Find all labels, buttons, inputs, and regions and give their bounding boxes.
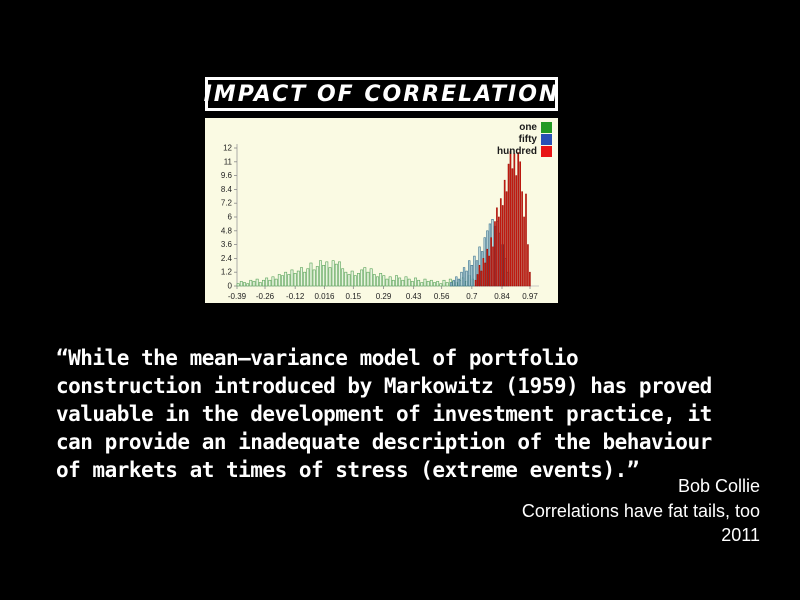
bar-one xyxy=(323,265,325,286)
x-tick-label: 0.7 xyxy=(466,292,478,301)
y-tick-label: 12 xyxy=(223,143,232,153)
bar-one xyxy=(405,277,407,286)
bar-fifty xyxy=(466,271,468,286)
bar-hundred xyxy=(524,217,525,286)
bar-one xyxy=(272,277,274,286)
bar-one xyxy=(383,276,385,286)
correlation-histogram-chart xyxy=(205,118,558,303)
bar-hundred xyxy=(512,169,513,286)
x-tick-label: 0.29 xyxy=(375,292,392,301)
x-tick-label: -0.39 xyxy=(227,292,247,301)
bar-hundred xyxy=(498,217,499,286)
bar-one xyxy=(430,280,432,286)
bar-fifty xyxy=(455,277,457,286)
bar-one xyxy=(332,261,334,286)
bar-hundred xyxy=(508,164,509,286)
bar-one xyxy=(297,271,299,286)
bar-one xyxy=(247,284,249,286)
bar-one xyxy=(313,270,315,286)
bar-one xyxy=(370,269,372,286)
bar-one xyxy=(310,263,312,286)
slide-title-box xyxy=(205,77,558,111)
bar-hundred xyxy=(481,271,482,286)
quote-text xyxy=(56,344,766,484)
legend-row-one xyxy=(497,121,552,133)
bar-one xyxy=(411,281,413,286)
quote-line: construction introduced by Markowitz (1959) has proved xyxy=(56,374,712,398)
bar-hundred xyxy=(510,151,511,286)
bar-one xyxy=(240,281,242,286)
bar-hundred xyxy=(494,222,495,286)
bar-hundred xyxy=(496,208,497,286)
x-tick-label: 0.84 xyxy=(494,292,510,301)
bar-one xyxy=(304,272,306,286)
bar-one xyxy=(294,273,296,286)
bar-one xyxy=(329,268,331,286)
y-tick-label: 8.4 xyxy=(220,184,232,194)
bar-one xyxy=(253,281,255,286)
legend-swatch-one-icon xyxy=(541,122,552,133)
bar-one xyxy=(262,280,264,286)
y-tick-label: 7.2 xyxy=(220,198,232,208)
legend-label-one: one xyxy=(519,121,537,133)
bar-hundred xyxy=(483,258,484,286)
chart-legend xyxy=(497,121,552,157)
bar-hundred xyxy=(489,256,490,286)
legend-row-fifty xyxy=(497,133,552,145)
attribution-block xyxy=(522,474,760,548)
bar-one xyxy=(364,268,366,286)
bar-hundred xyxy=(479,265,480,286)
bar-fifty xyxy=(453,280,455,286)
y-tick-label: 2.4 xyxy=(220,253,232,263)
bar-fifty xyxy=(471,265,473,286)
quote-line: can provide an inadequate description of the behaviour xyxy=(56,430,712,454)
bar-one xyxy=(259,283,261,286)
bar-one xyxy=(392,280,394,286)
bar-one xyxy=(288,275,290,287)
quote-line: of markets at times of stress (extreme events).” xyxy=(56,458,639,482)
x-tick-label: 0.15 xyxy=(345,292,362,301)
y-tick-label: 1.2 xyxy=(220,267,232,277)
bar-one xyxy=(418,280,420,286)
bar-one xyxy=(440,284,442,286)
bar-hundred xyxy=(529,272,530,286)
attribution-year: 2011 xyxy=(721,525,760,545)
bar-one xyxy=(389,277,391,286)
bar-hundred xyxy=(491,238,492,286)
y-tick-label: 6 xyxy=(227,212,232,222)
bar-one xyxy=(307,269,309,286)
bar-one xyxy=(414,278,416,286)
bar-one xyxy=(437,281,439,286)
bar-one xyxy=(367,272,369,286)
bar-one xyxy=(357,273,359,286)
attribution-author: Bob Collie xyxy=(677,476,760,496)
bar-one xyxy=(345,272,347,286)
slide-title: IMPACT OF CORRELATION xyxy=(203,81,560,107)
bar-one xyxy=(427,281,429,286)
bar-hundred xyxy=(475,280,476,286)
x-tick-label: -0.12 xyxy=(286,292,305,301)
bar-one xyxy=(424,279,426,286)
bar-one xyxy=(386,279,388,286)
bar-one xyxy=(342,269,344,286)
bar-one xyxy=(269,280,271,286)
y-tick-label: 11 xyxy=(223,157,232,167)
bar-hundred xyxy=(522,192,523,286)
bar-one xyxy=(443,280,445,286)
bar-one xyxy=(266,278,268,286)
quote-line: valuable in the development of investment practice, it xyxy=(56,402,712,426)
bar-hundred xyxy=(487,249,488,286)
y-tick-label: 9.6 xyxy=(220,171,232,181)
legend-row-hundred xyxy=(497,145,552,157)
bar-one xyxy=(408,279,410,286)
bar-fifty xyxy=(468,261,470,286)
x-tick-label: 0.97 xyxy=(522,292,538,301)
legend-swatch-fifty-icon xyxy=(541,134,552,145)
bar-one xyxy=(446,283,448,286)
bar-hundred xyxy=(518,153,519,286)
bar-one xyxy=(250,280,252,286)
x-tick-label: 0.016 xyxy=(314,292,335,301)
y-tick-label: 0 xyxy=(227,281,232,291)
bar-one xyxy=(395,276,397,286)
bar-one xyxy=(326,262,328,286)
bar-one xyxy=(237,284,239,286)
legend-label-hundred: hundred xyxy=(497,145,537,157)
bar-hundred xyxy=(493,247,494,286)
bar-one xyxy=(433,283,435,286)
bar-one xyxy=(399,278,401,286)
bar-hundred xyxy=(525,194,526,286)
bar-one xyxy=(319,261,321,286)
bar-one xyxy=(291,270,293,286)
bar-one xyxy=(335,264,337,286)
bar-one xyxy=(300,268,302,286)
bar-one xyxy=(285,272,287,286)
x-tick-label: 0.43 xyxy=(405,292,422,301)
quote-line: “While the mean–variance model of portfolio xyxy=(56,346,579,370)
bar-one xyxy=(348,275,350,287)
bar-one xyxy=(421,283,423,286)
bar-one xyxy=(351,271,353,286)
legend-label-fifty: fifty xyxy=(518,133,537,145)
bar-one xyxy=(275,279,277,286)
bar-hundred xyxy=(506,192,507,286)
bar-hundred xyxy=(485,263,486,286)
bar-fifty xyxy=(458,279,460,286)
bar-one xyxy=(243,283,245,286)
bar-one xyxy=(373,275,375,287)
legend-swatch-hundred-icon xyxy=(541,146,552,157)
bar-one xyxy=(402,280,404,286)
bar-one xyxy=(361,270,363,286)
bar-hundred xyxy=(502,206,503,287)
bar-fifty xyxy=(463,268,465,286)
x-tick-label: 0.56 xyxy=(433,292,450,301)
bar-hundred xyxy=(477,275,478,287)
y-tick-label: 3.6 xyxy=(220,240,232,250)
bar-one xyxy=(354,276,356,286)
y-tick-label: 4.8 xyxy=(220,226,232,236)
bar-hundred xyxy=(504,180,505,286)
bar-hundred xyxy=(500,199,501,286)
bar-hundred xyxy=(520,162,521,286)
bar-one xyxy=(278,275,280,287)
bar-one xyxy=(316,266,318,286)
x-tick-label: -0.26 xyxy=(255,292,275,301)
bar-hundred xyxy=(527,245,528,286)
bar-fifty xyxy=(450,283,452,286)
bar-hundred xyxy=(516,176,517,286)
bar-hundred xyxy=(514,154,515,286)
bar-one xyxy=(380,273,382,286)
bar-one xyxy=(256,279,258,286)
attribution-work: Correlations have fat tails, too xyxy=(521,500,760,521)
bar-one xyxy=(338,262,340,286)
bar-one xyxy=(376,277,378,286)
bar-fifty xyxy=(461,272,463,286)
bar-one xyxy=(281,276,283,286)
